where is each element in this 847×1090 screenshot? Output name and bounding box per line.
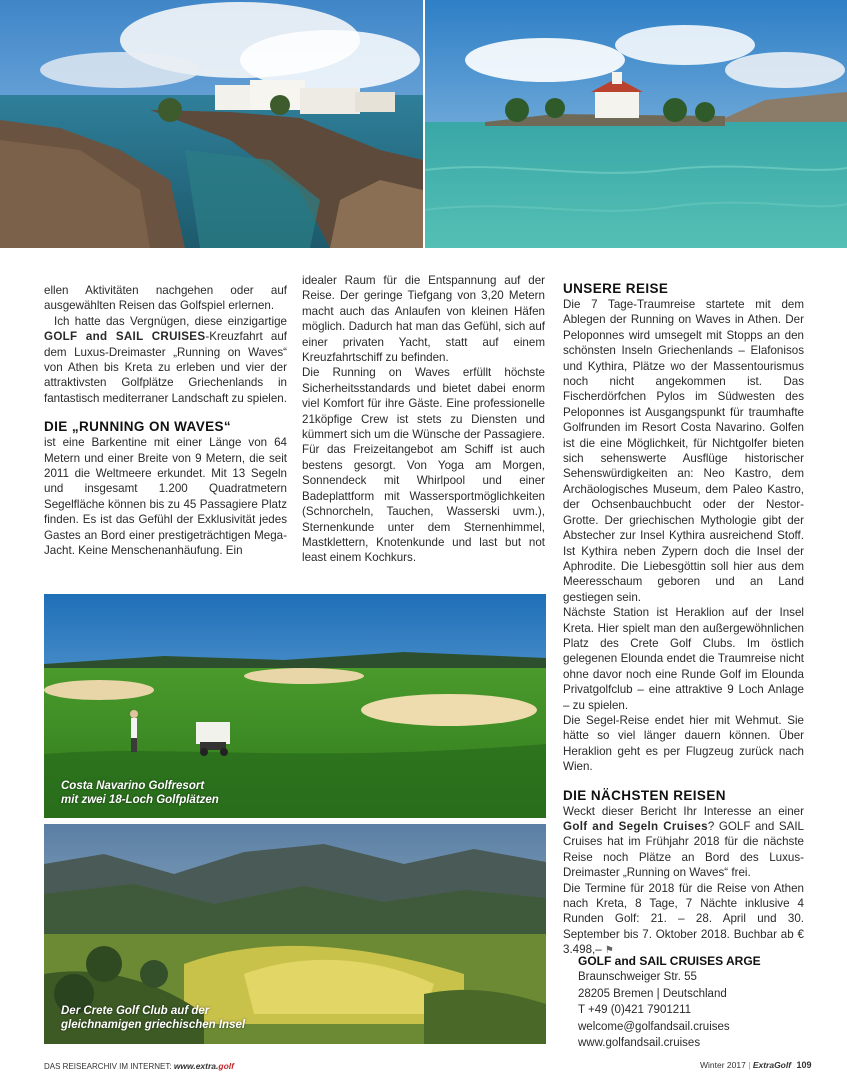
col3-p4-text-a: Weckt dieser Bericht Ihr Interesse an einer <box>563 804 804 818</box>
contact-block <box>578 953 818 1051</box>
col1-paragraph-3: ist eine Barkentine mit einer Länge von 64 Metern und einer Breite von 9 Metern, die seit 2011 die Weltmeere erkundet. Mit 13 Segeln und insgesamt 1.200 Quadratmetern Segelfläche können bis zu 45 Passagiere Platz finden. Es ist das Gefühl der Exklusivität jedes Gastes an Bord einer prestigeträchtigen Mega-Jacht. Keine Menschenanhäufung. Ein <box>44 436 287 558</box>
caption-line-1: Der Crete Golf Club auf der <box>61 1005 210 1017</box>
heading-running-on-waves: DIE „RUNNING ON WAVES“ <box>44 419 232 435</box>
island-chapel-photo <box>425 0 847 248</box>
col3-paragraph-5 <box>563 881 804 959</box>
col1-paragraph-2 <box>44 314 287 406</box>
brand-name-2: Golf and Segeln Cruises <box>563 820 708 833</box>
footer-magazine-name: ExtraGolf <box>752 1060 792 1070</box>
col3-paragraph-4 <box>563 804 804 881</box>
footer-url-tld: golf <box>218 1061 234 1071</box>
footer-url-domain: www.extra. <box>173 1061 219 1071</box>
col2-paragraph-1: idealer Raum für die Entspannung auf der Reise. Der geringe Tiefgang von 3,20 Metern macht auch das Anlaufen von kleinen Häfen möglich. Dadurch hat man das Gefühl, sich auf einer privaten Yacht, statt auf einem Kreuzfahrtschiff zu befinden. <box>302 274 545 365</box>
col2-paragraph-2: Die Running on Waves erfüllt höchste Sicherheitsstandards und bietet dabei enorm viel Komfort für ihre Gäste. Eine professionelle 21köpfige Crew ist stets zu Diensten und kümmert sich um die Wünsche der Passagiere. Für das Freizeitangebot am Schiff ist auch bestens gesorgt. Von Yoga am Morgen, Sonnendeck mit Whirlpool und einer Badeplattform mit Wassersportmöglichkeiten (Schnorcheln, Tauchen, Wasserski uvm.), Sternenkunde unter dem Sternenhimmel, Mastklettern, Knotenkunde und last but not least einem Kochkurs. <box>302 366 545 565</box>
footer-right: Winter 2017 | ExtraGolf 109 <box>700 1060 812 1070</box>
col1-p2-text-a: Ich hatte das Vergnügen, diese einzigartige <box>54 314 287 328</box>
col3-p5-text: Die Termine für 2018 für die Reise von Athen nach Kreta, 8 Tage, 7 Nächte inklusive 4 Runden Golf: 21. – 28. April und 30. September bis 7. Oktober 2018. Buchbar ab € 3.498,– <box>563 881 804 957</box>
column-2 <box>302 273 545 566</box>
col3-paragraph-1: Die 7 Tage-Traumreise startete mit dem Ablegen der Running on Waves in Athen. Der Peloponnes wird umsegelt mit Stopps an den schönsten Inseln Griechenlands – Elafonisos und Kythira, Plätze wo der Massentourismus noch nicht angekommen ist. Das Fischerdörfchen Pylos im Südwesten des Peloponnes ist Ausgangspunkt für traumhafte Golfrunden im Resort Costa Navarino. Golfen ist die eine Möglichkeit, für Nichtgolfer bieten sich sehenswerte Ausflüge historischer Sehenswürdigkeiten an: Neo Kastro, dem Archäologisches Museum, dem Paleo Kastro, der Ochsenbauchbucht oder der Nestor-Grotte. Der griechischen Mythologie gibt der Abstecher zur Insel Kythira ausreichend Stoff. Ist Kythira neben Zypern doch die Insel der Aphrodite. Die Liebesgöttin soll hier aus dem Meeresschaum geboren und an Land gestiegen sein. <box>563 298 804 604</box>
contact-phone[interactable]: T +49 (0)421 7901211 <box>578 1004 692 1017</box>
heading-naechste-reisen: DIE NÄCHSTEN REISEN <box>563 787 726 803</box>
brand-name: GOLF and SAIL CRUISES <box>44 330 206 344</box>
footer-url[interactable] <box>174 1061 234 1071</box>
caption-line-1: Costa Navarino Golfresort <box>61 780 205 792</box>
caption-line-2: gleichnamigen griechischen Insel <box>61 1019 246 1031</box>
col1-p2-text-b: -Kreuzfahrt auf dem Luxus-Dreimaster „Running on Waves“ von Athen bis Kreta zu erleben und vier der attraktivsten Golfplätze Griechenlands in fantastisch mediterraner Landschaft zu spielen. <box>44 330 287 405</box>
footer-archive-label: DAS REISEARCHIV IM INTERNET: <box>44 1062 172 1071</box>
col1-paragraph-1: ellen Aktivitäten nachgehen oder auf ausgewählten Reisen das Golfspiel erlernen. <box>44 284 287 313</box>
heading-unsere-reise: UNSERE REISE <box>563 281 669 296</box>
caption-crete-golf <box>61 1004 361 1032</box>
column-1 <box>44 283 287 559</box>
col3-paragraph-3: Die Segel-Reise endet hier mit Wehmut. Sie hätte so viel länger dauern können. Über Heraklion geht es per Flugzeug zurück nach Wien. <box>563 713 804 774</box>
col3-paragraph-2: Nächste Station ist Heraklion auf der Insel Kreta. Hier spielt man den außergewöhnlichen Platz des Crete Golf Clubs. Im östlich gelegenen Elounda endet die Traumreise nicht ohne davor noch eine Runde Golf im Elounda Privatgolfclub – eine attraktive 9 Loch Anlage – zu spielen. <box>563 606 804 712</box>
contact-street: Braunschweiger Str. 55 <box>578 971 697 984</box>
contact-email[interactable]: welcome@golfandsail.cruises <box>578 1020 730 1033</box>
column-3 <box>563 280 804 959</box>
caption-costa-navarino <box>61 779 361 807</box>
contact-heading: GOLF and SAIL CRUISES ARGE <box>578 954 761 968</box>
footer-issue: Winter 2017 <box>700 1060 746 1070</box>
caption-line-2: mit zwei 18-Loch Golfplätzen <box>61 794 219 806</box>
end-mark-icon: ⚑ <box>604 945 614 957</box>
footer-left <box>44 1061 234 1071</box>
contact-city: 28205 Bremen | Deutschland <box>578 987 727 1000</box>
page-number: 109 <box>796 1060 812 1070</box>
col3-p4-text-b: ? GOLF and SAIL Cruises hat im Frühjahr 2018 für die nächste Reise noch Plätze an Bord des Luxus-Dreimaster „Running on Waves“ frei. <box>563 820 804 880</box>
coastal-village-photo <box>0 0 423 248</box>
contact-website[interactable]: www.golfandsail.cruises <box>578 1037 701 1050</box>
